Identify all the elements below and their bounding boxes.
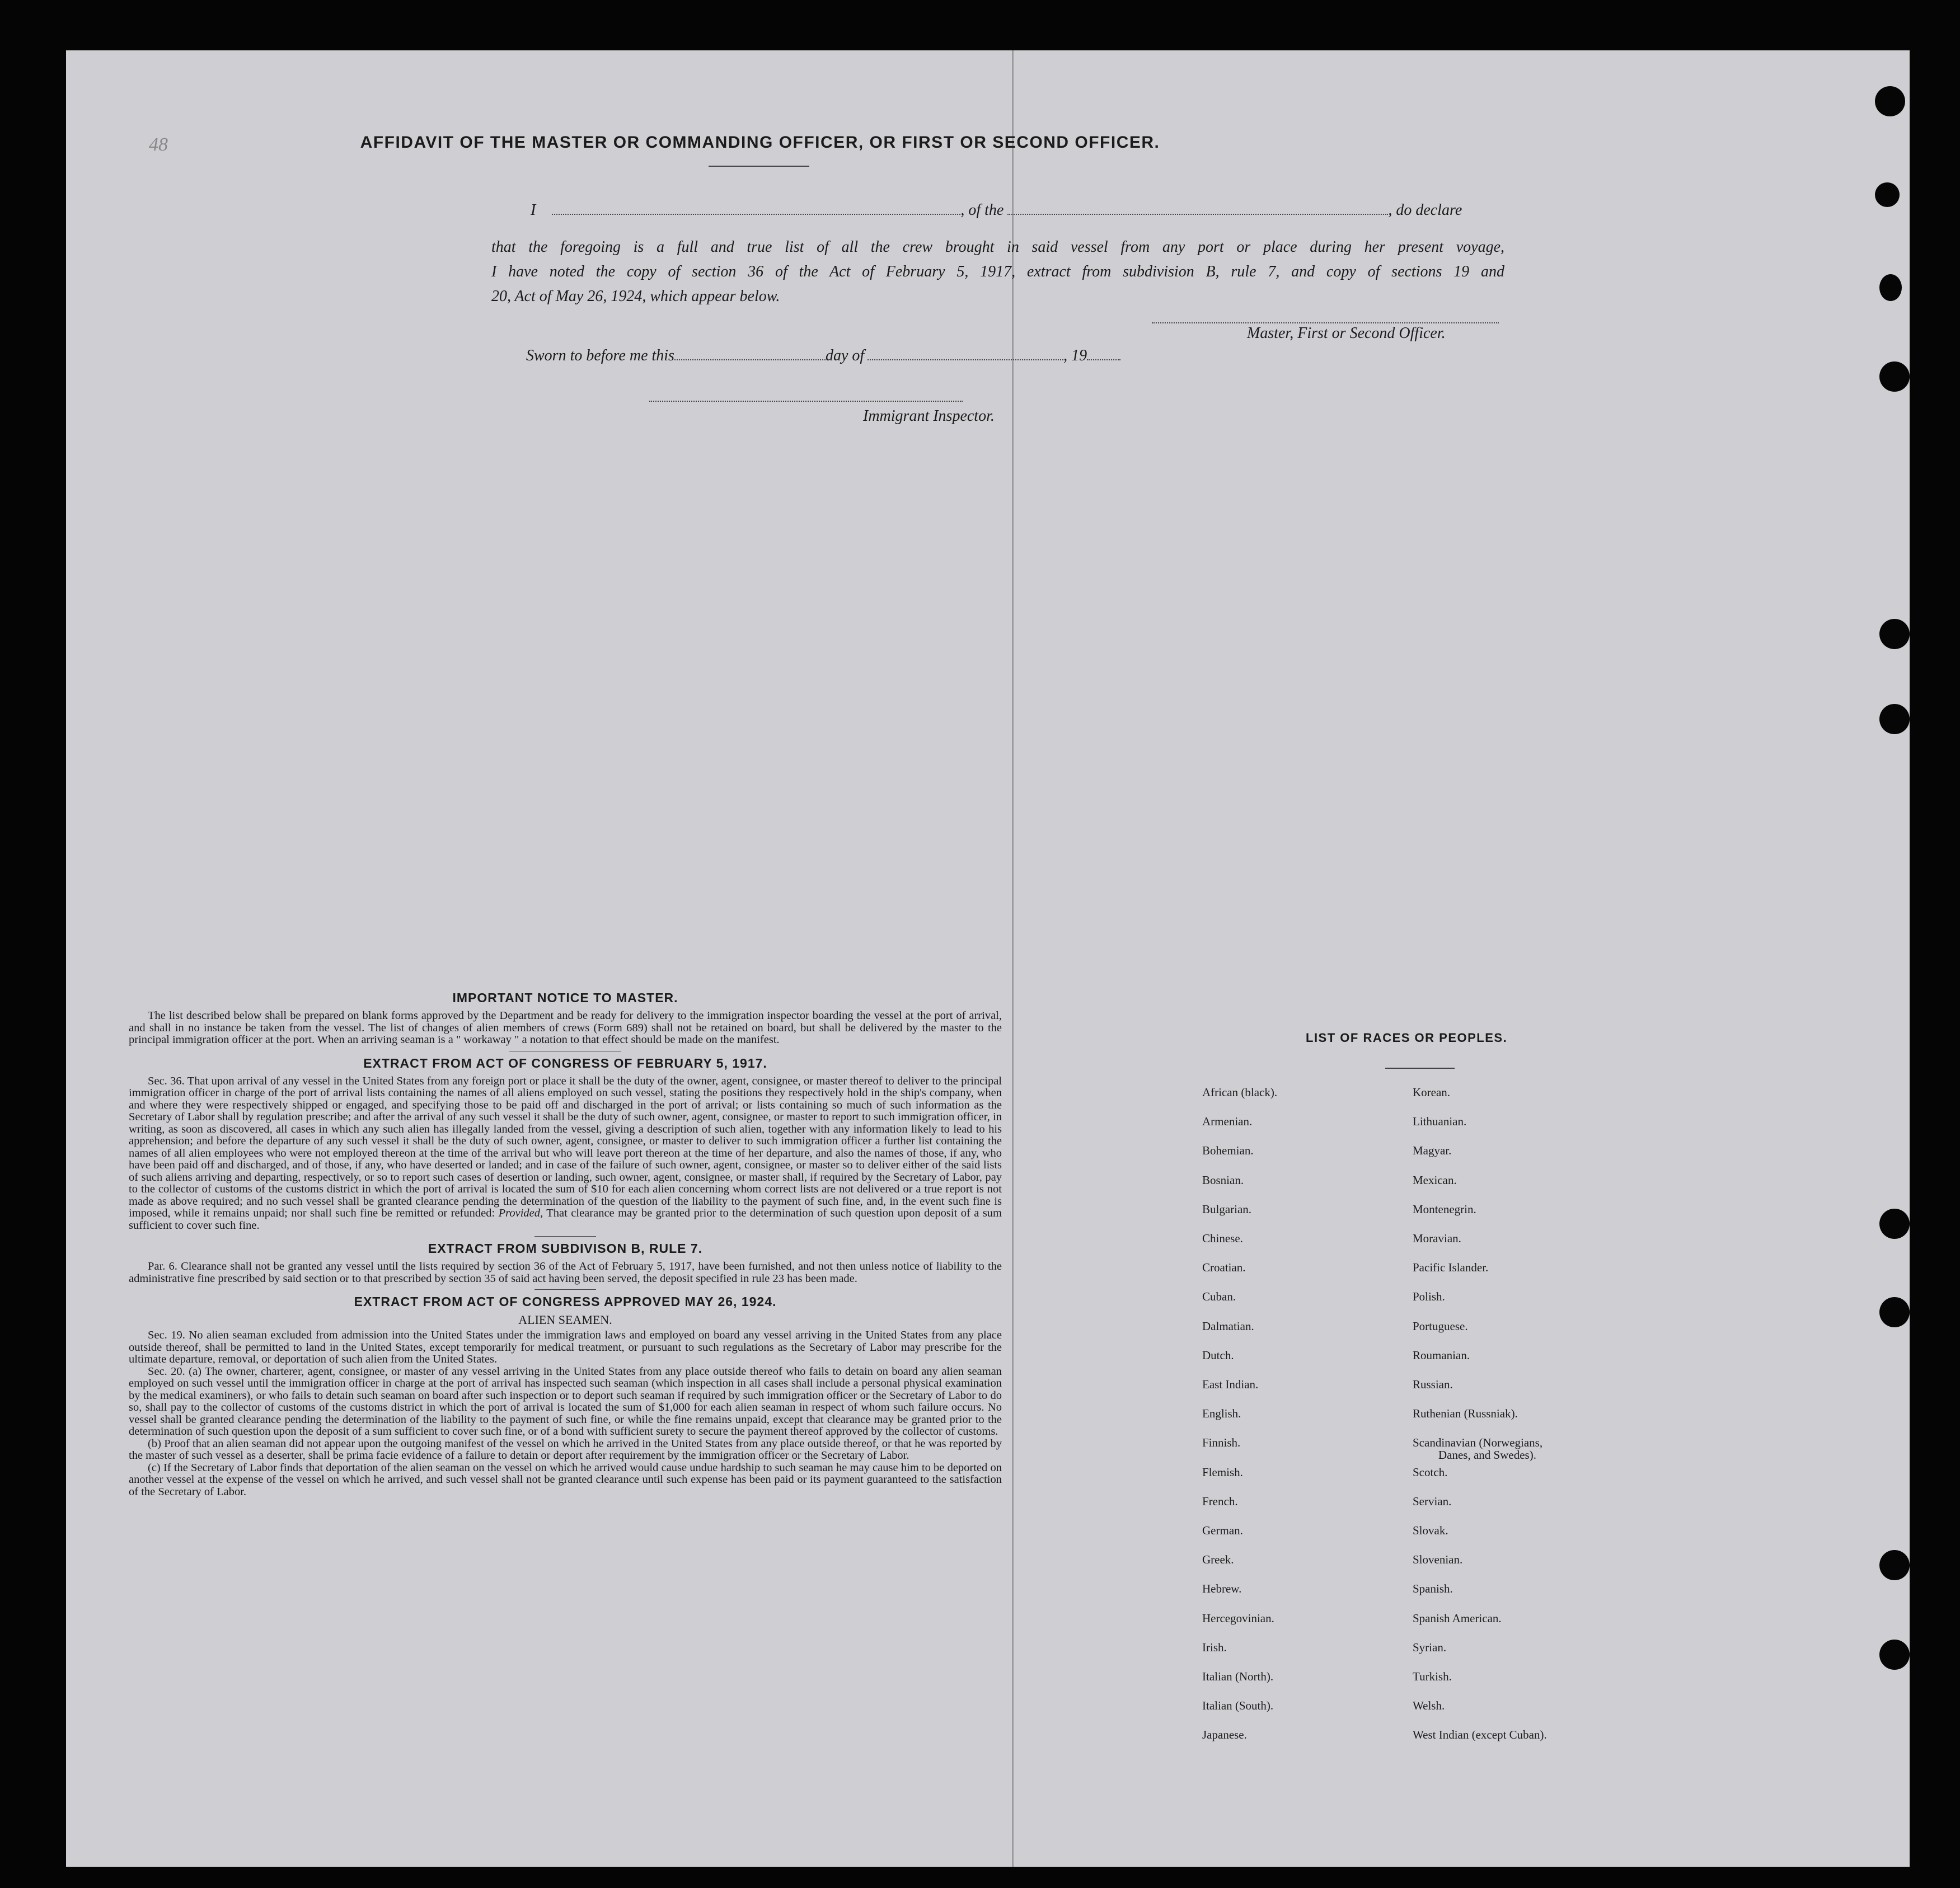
punch-hole <box>1879 619 1910 649</box>
notice-paragraph: The list described below shall be prepared on blank forms approved by the Department and be ready for delivery to the immigration inspector boarding the vessel at the port of arrival, and shall in no instance be taken from the vessel. The list of changes of alien members of crews (Form 689) shall not be retained on board, but shall be delivered by the master to the principal immigration officer at the port. When an arriving seaman is a " workaway " a notation to that effect should be made on the manifest. <box>129 1009 1002 1046</box>
year-prefix-label: , 19 <box>1063 347 1087 364</box>
proviso-word: Provided, <box>498 1207 543 1219</box>
extract-1917-title: EXTRACT FROM ACT OF CONGRESS OF FEBRUARY 5, 1917. <box>363 1055 767 1070</box>
race-item-continuation: Danes, and Swedes). <box>1438 1448 1536 1462</box>
document-page <box>66 50 1910 1867</box>
race-item: Bohemian. <box>1202 1144 1254 1158</box>
race-item: Ruthenian (Russniak). <box>1413 1407 1518 1421</box>
race-item: English. <box>1202 1407 1241 1421</box>
affidavit-title: AFFIDAVIT OF THE MASTER OR COMMANDING OFFICER, OR FIRST OR SECOND OFFICER. <box>360 133 1160 152</box>
race-item: West Indian (except Cuban). <box>1413 1728 1547 1742</box>
inspector-signature-line[interactable] <box>649 401 963 402</box>
punch-hole <box>1879 704 1910 734</box>
race-item: African (black). <box>1202 1086 1278 1099</box>
race-item: Bulgarian. <box>1202 1202 1252 1216</box>
race-item: Italian (South). <box>1202 1699 1274 1713</box>
affidavit-body-line: 20, Act of May 26, 1924, which appear below. <box>491 288 780 305</box>
punch-hole <box>1879 1209 1910 1239</box>
affidavit-body <box>491 235 1504 309</box>
fold-line <box>1012 50 1014 1867</box>
race-item: Scandinavian (Norwegians, <box>1413 1436 1543 1450</box>
race-item: Welsh. <box>1413 1699 1445 1713</box>
extract-1924-title: EXTRACT FROM ACT OF CONGRESS APPROVED MAY 26, 1924. <box>354 1294 777 1309</box>
race-item: Hercegovinian. <box>1202 1611 1274 1625</box>
race-item: Servian. <box>1413 1494 1452 1508</box>
proviso-rest: That clearance may be granted prior to the determination of such question upon deposit of a sum sufficient to cover such fine. <box>129 1207 1002 1232</box>
declare-label: , do declare <box>1388 201 1462 219</box>
race-item: German. <box>1202 1524 1243 1537</box>
notice-title: IMPORTANT NOTICE TO MASTER. <box>452 990 678 1005</box>
race-item: Spanish American. <box>1413 1611 1502 1625</box>
sworn-day-blank[interactable] <box>674 356 826 360</box>
race-item: Pacific Islander. <box>1413 1261 1489 1275</box>
race-item: Scotch. <box>1413 1465 1448 1479</box>
race-item: Greek. <box>1202 1553 1234 1567</box>
race-item: Korean. <box>1413 1086 1451 1099</box>
declarant-prefix: I <box>531 201 536 219</box>
race-item: Syrian. <box>1413 1640 1447 1654</box>
punch-hole <box>1879 274 1902 301</box>
sec19-paragraph: Sec. 19. No alien seaman excluded from admission into the United States under the immigration laws and employed on board any vessel arriving in the United States from any place outside thereof, shall be permitted to land in the United States, except temporarily for medical treatment, or pursuant to such regulations as the Secretary of Labor may prescribe for the ultimate departure, removal, or deportation of such alien from the United States. <box>129 1329 1002 1365</box>
race-item: Turkish. <box>1413 1670 1452 1683</box>
divider <box>534 1236 596 1237</box>
race-item: Slovak. <box>1413 1524 1448 1537</box>
race-item: Flemish. <box>1202 1465 1243 1479</box>
race-item: Moravian. <box>1413 1232 1461 1245</box>
sec20b-paragraph: (b) Proof that an alien seaman did not appear upon the outgoing manifest of the vessel on which he arrived in the United States from any place outside thereof, or that he was reported by the master of such vessel as a deserter, shall be prima facie evidence of a failure to detain or deport after requirement by the immigration officer or the Secretary of Labor. <box>129 1437 1002 1462</box>
extract-1917-paragraph <box>129 1075 1002 1232</box>
alien-seamen-subtitle: ALIEN SEAMEN. <box>518 1313 612 1327</box>
day-of-label: day of <box>825 347 865 364</box>
inspector-caption: Immigrant Inspector. <box>863 407 995 425</box>
sworn-year-blank[interactable] <box>1087 356 1120 360</box>
sworn-label: Sworn to before me this <box>526 347 674 364</box>
divider <box>534 1289 596 1290</box>
race-item: Mexican. <box>1413 1173 1457 1187</box>
sec20c-paragraph: (c) If the Secretary of Labor finds that deportation of the alien seaman on the vessel on which he arrived would cause undue hardship to such seaman he may cause him to be deported on another vessel at the expense of the vessel on which he arrived, and such vessel shall not be granted clearance until such expense has been paid or its payment guaranteed to the satisfaction of the Secretary of Labor. <box>129 1461 1002 1498</box>
race-item: Croatian. <box>1202 1261 1246 1275</box>
race-item: Italian (North). <box>1202 1670 1274 1683</box>
race-item: Hebrew. <box>1202 1582 1242 1596</box>
of-the-label: , of the <box>960 201 1004 219</box>
master-signature-caption: Master, First or Second Officer. <box>1247 325 1446 342</box>
master-signature-line[interactable] <box>1152 322 1499 323</box>
race-item: Montenegrin. <box>1413 1202 1476 1216</box>
notice-text <box>129 1010 1002 1046</box>
race-item: Bosnian. <box>1202 1173 1244 1187</box>
affidavit-body-line: that the foregoing is a full and true list of all the crew brought in said vessel from any port or place during her present voyage, <box>491 238 1504 256</box>
race-item: Roumanian. <box>1413 1348 1470 1362</box>
race-item: French. <box>1202 1494 1238 1508</box>
race-item: Slovenian. <box>1413 1553 1463 1567</box>
race-item: Chinese. <box>1202 1232 1243 1245</box>
rule-7-paragraph: Par. 6. Clearance shall not be granted any vessel until the lists required by section 36 of the Act of February 5, 1917, have been furnished, and not then unless notice of liability to the administrative fine prescribed by said section or to that prescribed by section 35 of said act having been served, the deposit specified in rule 23 has been made. <box>129 1260 1002 1285</box>
margin-note: 48 <box>149 134 168 155</box>
race-item: Irish. <box>1202 1640 1227 1654</box>
punch-hole <box>1879 361 1910 392</box>
declarant-name-blank[interactable] <box>552 210 960 215</box>
punch-hole <box>1879 1550 1910 1580</box>
race-item: Finnish. <box>1202 1436 1241 1450</box>
race-item: Dalmatian. <box>1202 1319 1254 1333</box>
race-item: Magyar. <box>1413 1144 1452 1158</box>
sworn-line <box>526 347 1120 365</box>
punch-hole <box>1879 1640 1910 1670</box>
vessel-name-blank[interactable] <box>1007 210 1388 215</box>
punch-hole <box>1875 86 1905 116</box>
race-item: Portuguese. <box>1413 1319 1468 1333</box>
races-title: LIST OF RACES OR PEOPLES. <box>1306 1031 1508 1045</box>
race-item: Polish. <box>1413 1290 1445 1304</box>
punch-hole <box>1875 182 1900 207</box>
race-item: Armenian. <box>1202 1115 1253 1129</box>
race-item: Cuban. <box>1202 1290 1236 1304</box>
race-item: Japanese. <box>1202 1728 1247 1742</box>
race-item: Lithuanian. <box>1413 1115 1467 1129</box>
sworn-month-blank[interactable] <box>868 356 1063 360</box>
affidavit-declaration-line <box>531 201 1462 219</box>
races-title-underline <box>1385 1068 1455 1069</box>
rule-7-text <box>129 1261 1002 1285</box>
extract-1917-text <box>129 1075 1002 1232</box>
race-item: Russian. <box>1413 1378 1453 1391</box>
rule-7-title: EXTRACT FROM SUBDIVISON B, RULE 7. <box>428 1241 703 1256</box>
race-item: Dutch. <box>1202 1348 1234 1362</box>
punch-hole <box>1879 1297 1910 1327</box>
extract-1924-text <box>129 1330 1002 1498</box>
legal-notices-column <box>129 990 1002 1498</box>
affidavit-body-line: I have noted the copy of section 36 of the Act of February 5, 1917, extract from subdivision B, rule 7, and copy of sections 19 and <box>491 263 1504 280</box>
sec36-text: Sec. 36. That upon arrival of any vessel in the United States from any foreign port or place it shall be the duty of the owner, agent, consignee, or master thereof to deliver to the principal immigration officer in charge of the port of arrival lists containing the names of all aliens employed on such vessel, stating the positions they respectively hold in the ship's company, when and where they were respectively shipped or engaged, and specifying those to be paid off and discharged in the port of arrival; or lists containing so much of such information as the Secretary of Labor shall by regulation prescribe; and after the arrival of any such vessel it shall be the duty of such owner, agent, consignee, or master to report to such immigration officer, in writing, as soon as discovered, all cases in which any such alien has illegally landed from the vessel, giving a description of such alien, together with any information likely to lead to his apprehension; and before the departure of any such vessel it shall be the duty of such owner, agent, consignee, or master to deliver to such immigration officer a further list containing the names of all alien employees who were not employed thereon at the time of the arrival but who will leave port thereon at the time of her departure, and also the names of those, if any, who have been paid off and discharged, and of those, if any, who have deserted or landed; and in case of the failure of such owner, agent, consignee, or master so to deliver either of the said lists of such aliens arriving and departing, respectively, or so to report such cases of desertion or landing, such owner, agent, consignee, or master shall, if required by the Secretary of Labor, pay to the collector of customs of the customs district in which the port of arrival is located the sum of $10 for each alien concerning whom correct lists are not delivered or a true report is not made as above required; and no such vessel shall be granted clearance pending the determination of the question of the liability to the payment of such fine, and, in the event such fine is imposed, while it remains unpaid; nor shall such fine be remitted or refunded: <box>129 1074 1002 1219</box>
race-item: Spanish. <box>1413 1582 1453 1596</box>
race-item: East Indian. <box>1202 1378 1259 1391</box>
title-underline <box>709 166 809 167</box>
sec20a-paragraph: Sec. 20. (a) The owner, charterer, agent, consignee, or master of any vessel arriving in the United States from any place outside thereof who fails to detain on board any alien seaman employed on such vessel until the immigration officer in charge at the port of arrival has inspected such seaman (which inspection in all cases shall include a personal physical examination by the medical examiners), or who fails to detain such seaman on board after such inspection or to deport such seaman if required by such immigration officer or the Secretary of Labor to do so, shall pay to the collector of customs of the customs district in which the port of arrival is located the sum of $1,000 for each alien seaman in respect of whom such failure occurs. No vessel shall be granted clearance pending the determination of the liability to the payment of such fine, or while the fine remains unpaid, except that clearance may be granted prior to the determination of such question upon the deposit of a sum sufficient to cover such fine, or of a bond with sufficient surety to secure the payment thereof approved by the collector of customs. <box>129 1365 1002 1438</box>
